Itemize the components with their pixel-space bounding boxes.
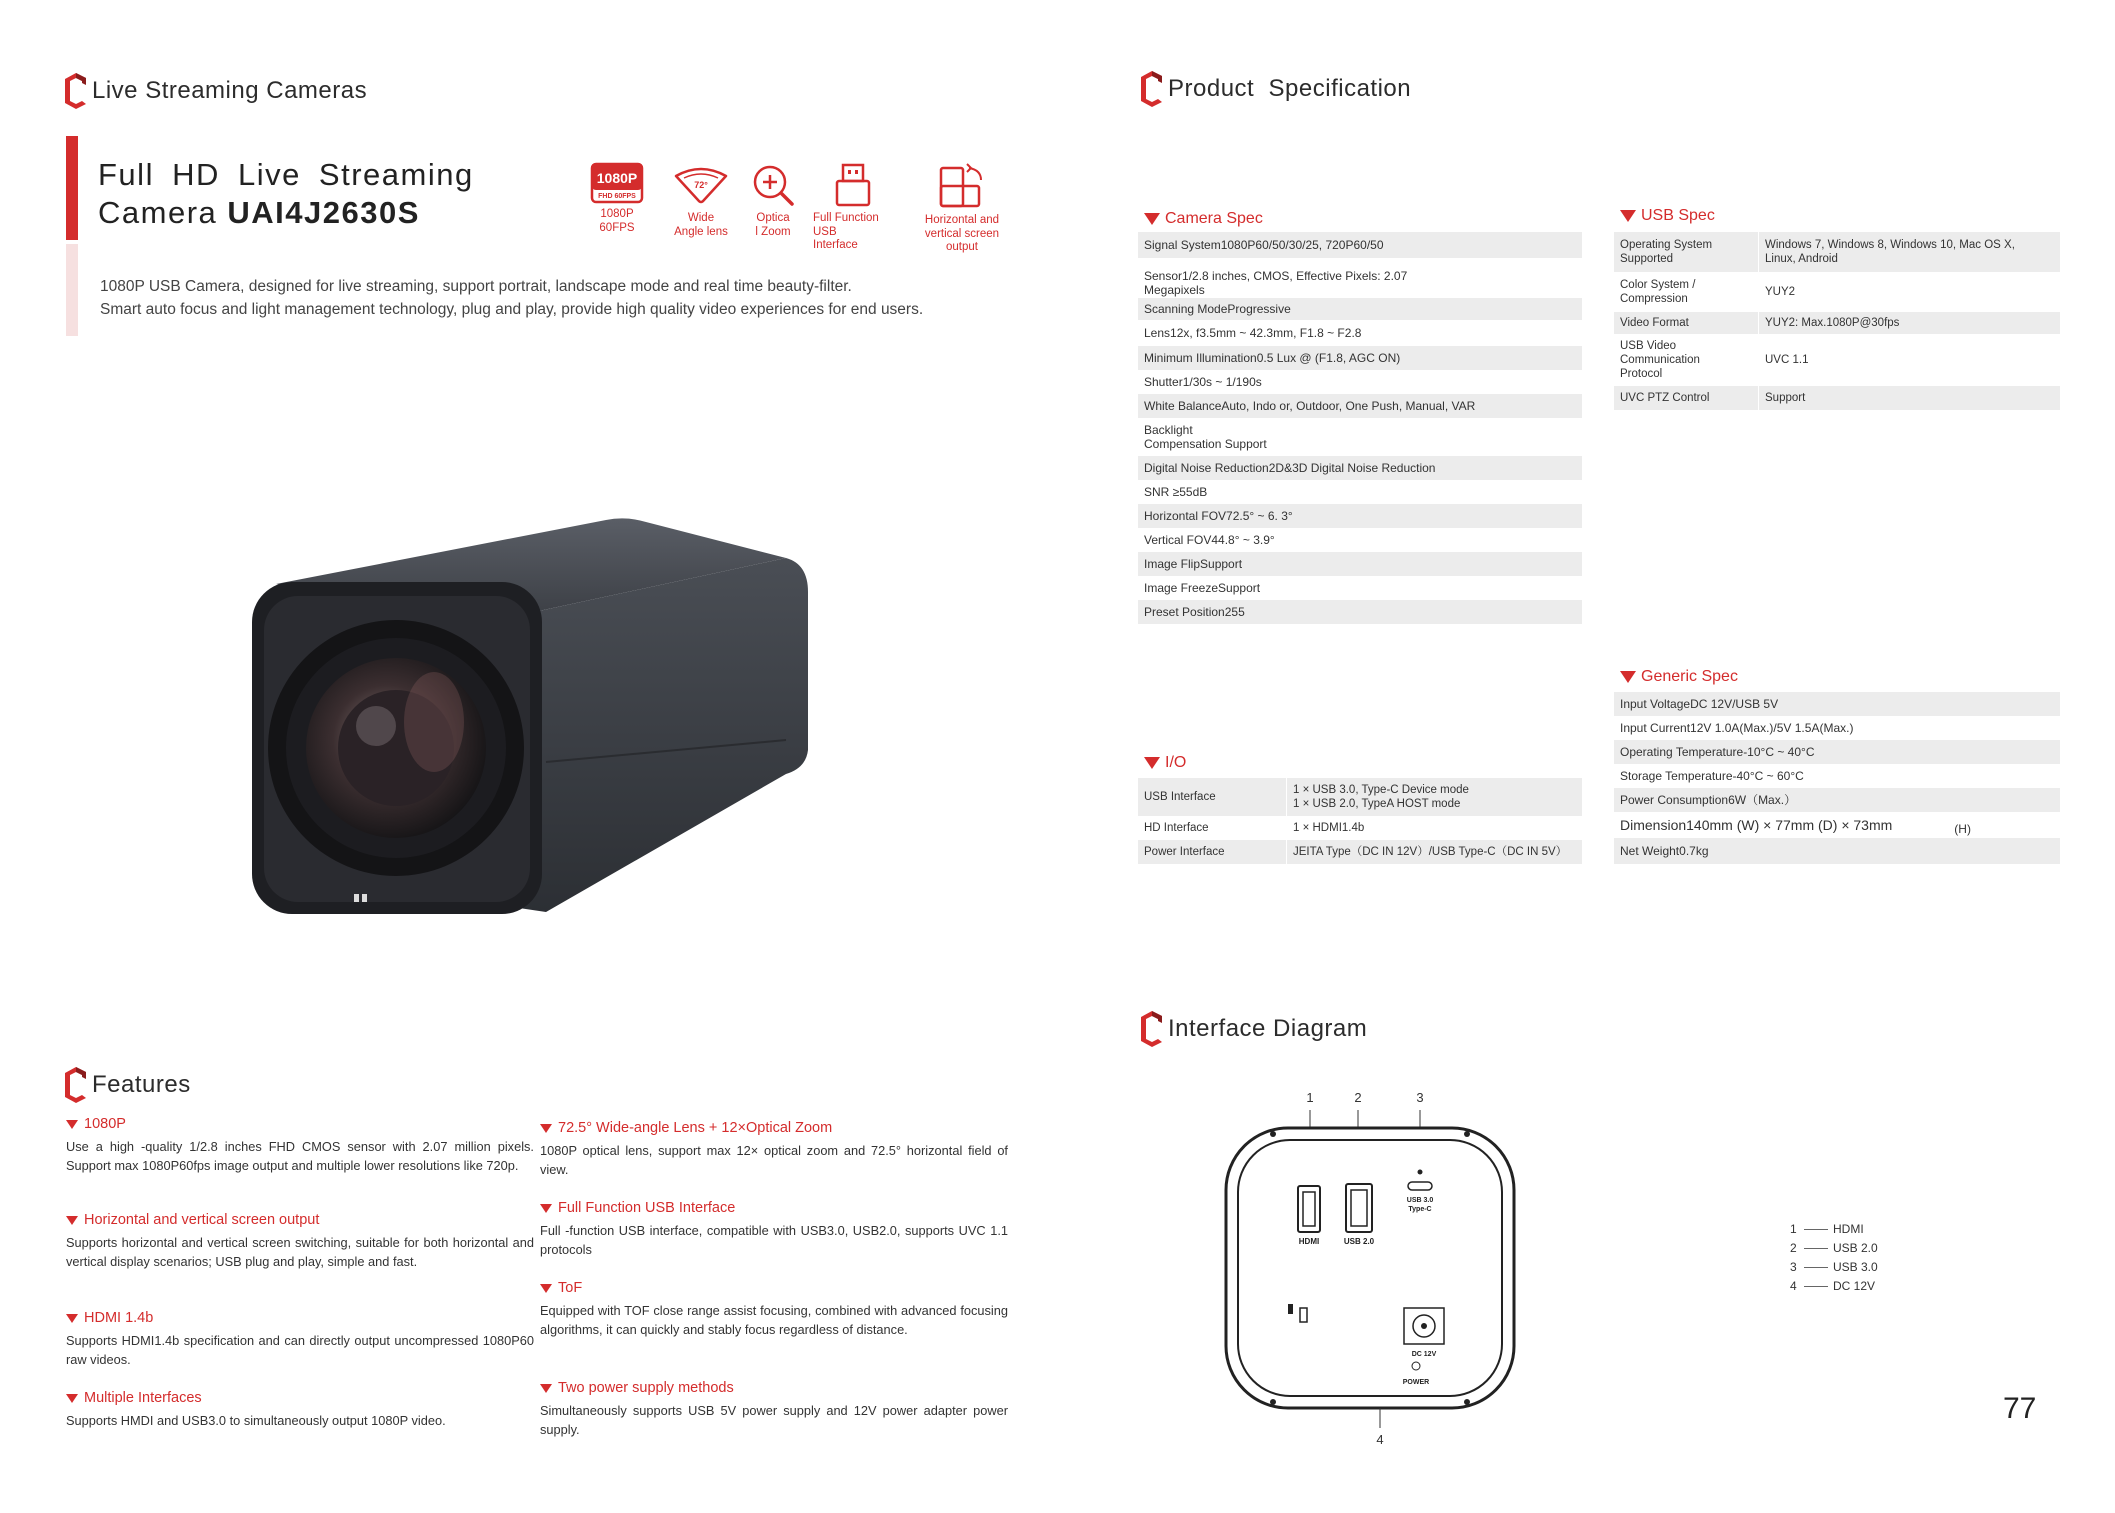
icon-usb <box>808 162 898 253</box>
feature-item <box>540 1200 1008 1259</box>
legend-label: HDMI <box>1833 1222 1864 1236</box>
product-description <box>100 276 1000 321</box>
spec-value: Windows 7, Windows 8, Windows 10, Mac OS X, <box>1765 239 2015 251</box>
section-heading-features <box>62 1062 191 1108</box>
spec-row <box>1138 576 1582 600</box>
camera-spec-title: Camera Spec <box>1165 210 1263 227</box>
angle-badge-text: 72° <box>694 180 708 190</box>
legend-item <box>1790 1258 1878 1277</box>
spec-row <box>1138 456 1582 480</box>
feature-body: 1080P optical lens, support max 12× optical zoom and 72.5° horizontal field of view. <box>540 1143 1008 1177</box>
feature-title: 1080P <box>84 1116 126 1132</box>
feature-body: Supports HDMI1.4b specification and can directly output uncompressed 1080P60 raw videos. <box>66 1333 534 1367</box>
red-triangle-icon <box>540 1204 552 1213</box>
spec-value: YUY2: Max.1080P@30fps <box>1758 312 1899 334</box>
spec-key: Supported <box>1620 253 1674 265</box>
icon-caption-line: 60FPS <box>599 221 635 234</box>
feature-item <box>540 1380 1008 1439</box>
spec-row <box>1138 600 1582 624</box>
spec-key: Operating Temperature <box>1620 745 1744 759</box>
spec-row <box>1614 812 2060 838</box>
spec-value: 72.5° ~ 6. 3° <box>1226 509 1293 523</box>
spec-value: UVC 1.1 <box>1758 353 1808 367</box>
feature-title: 72.5° Wide-angle Lens + 12×Optical Zoom <box>558 1120 833 1136</box>
1080p-badge-sub: FHD 60FPS <box>598 193 636 200</box>
spec-value: 1/30s ~ 1/190s <box>1182 375 1262 389</box>
icon-caption <box>755 212 790 239</box>
1080p-fhd-icon <box>590 162 644 204</box>
spec-row <box>1138 418 1582 456</box>
section-title: Live Streaming Cameras <box>92 77 368 104</box>
spec-key: Input Current <box>1620 721 1691 735</box>
feature-item <box>540 1120 1008 1179</box>
section-heading-product-spec <box>1138 66 1411 112</box>
generic-spec-table <box>1614 692 2060 864</box>
spec-row <box>1614 716 2060 740</box>
product-title-line1: Full HD Live Streaming <box>98 157 474 192</box>
legend-item <box>1790 1220 1878 1239</box>
spec-row <box>1614 312 2060 334</box>
section-heading-live-streaming <box>62 68 367 114</box>
red-triangle-icon <box>540 1284 552 1293</box>
generic-spec-title: Generic Spec <box>1641 668 1738 685</box>
spec-row <box>1138 370 1582 394</box>
spec-value: 6W（Max.） <box>1728 793 1797 807</box>
brand-bracket-icon <box>62 71 90 111</box>
callout-3: 3 <box>1416 1090 1424 1105</box>
spec-row <box>1614 788 2060 812</box>
spec-key: Compensation Support <box>1144 437 1267 451</box>
spec-title: Product Specification <box>1168 75 1412 102</box>
spec-value: 1 × USB 3.0, Type-C Device mode <box>1293 784 1469 796</box>
spec-key: Protocol <box>1620 368 1663 380</box>
callout-1: 1 <box>1306 1090 1314 1105</box>
legend-number: 2 <box>1790 1241 1797 1255</box>
legend-number: 3 <box>1790 1260 1797 1274</box>
spec-row <box>1614 232 2060 272</box>
spec-row <box>1138 258 1582 298</box>
interface-diagram <box>1220 1086 1520 1448</box>
description-accent-bar <box>66 244 78 336</box>
section-heading-interface <box>1138 1006 1367 1052</box>
spec-value: 0.7kg <box>1679 844 1709 858</box>
spec-row <box>1138 528 1582 552</box>
spec-value: 12x, f3.5mm ~ 42.3mm, F1.8 ~ F2.8 <box>1170 326 1362 340</box>
description-line: 1080P USB Camera, designed for live streaming, support portrait, landscape mode and real time beauty-filter. <box>100 278 852 295</box>
spec-value: -10°C ~ 40°C <box>1743 745 1815 759</box>
icon-caption-line: Wide <box>687 212 715 224</box>
feature-body: Supports HMDI and USB3.0 to simultaneously output 1080P video. <box>66 1413 446 1428</box>
spec-value: DC 12V/USB 5V <box>1690 697 1779 711</box>
feature-body: Equipped with TOF close range assist focusing, combined with advanced focusing algorithms, it can quickly and stably focus regardless of distance. <box>540 1303 1008 1337</box>
spec-value: 2D&3D Digital Noise Reduction <box>1268 461 1436 475</box>
spec-key: Color System / <box>1620 279 1696 291</box>
usb-spec-table <box>1614 232 2060 410</box>
spec-row <box>1138 816 1582 840</box>
red-triangle-icon <box>66 1314 78 1323</box>
power-label: POWER <box>1402 1379 1430 1386</box>
spec-key: Shutter <box>1144 375 1183 389</box>
spec-key: Horizontal FOV <box>1144 509 1227 523</box>
spec-key: Digital Noise Reduction <box>1144 461 1269 475</box>
spec-value: (H) <box>1954 822 1971 836</box>
spec-key: Signal System <box>1144 238 1221 252</box>
spec-key: Lens <box>1144 326 1171 340</box>
usb-icon <box>831 162 875 208</box>
spec-value: 1/2.8 inches, CMOS, Effective Pixels: 2.07 <box>1182 269 1408 283</box>
spec-value: Support <box>1218 581 1261 595</box>
feature-body: Full -function USB interface, compatible with USB3.0, USB2.0, supports UVC 1.1 protocols <box>540 1223 1008 1257</box>
spec-value: 1080P60/50/30/25, 720P60/50 <box>1220 238 1384 252</box>
icon-caption-line: Full Function <box>813 212 879 224</box>
legend-item <box>1790 1239 1878 1258</box>
typec-port-label: Type-C <box>1408 1206 1432 1213</box>
icon-caption <box>674 212 728 239</box>
feature-item <box>66 1390 534 1430</box>
feature-item <box>540 1280 1008 1339</box>
spec-key: White Balance <box>1144 399 1222 413</box>
spec-row <box>1614 272 2060 312</box>
spec-key: USB Video <box>1620 340 1677 352</box>
spec-value: Auto, Indo or, Outdoor, One Push, Manual, VAR <box>1221 399 1476 413</box>
generic-spec-heading <box>1620 668 1738 686</box>
red-triangle-icon <box>66 1216 78 1225</box>
rotate-screen-icon <box>937 162 987 210</box>
spec-row <box>1614 334 2060 386</box>
page-number: 77 <box>2003 1392 2037 1425</box>
icon-caption-line: l Zoom <box>755 225 791 238</box>
icon-caption-line: Angle lens <box>674 225 728 238</box>
red-triangle-icon <box>66 1394 78 1403</box>
description-line: Smart auto focus and light management technology, plug and play, provide high quality video experiences for end users. <box>100 300 924 318</box>
brand-bracket-icon <box>1138 69 1166 109</box>
spec-row <box>1614 692 2060 716</box>
spec-key: SNR ≥55dB <box>1144 485 1208 499</box>
io-spec-heading <box>1144 754 1186 772</box>
usb-spec-title: USB Spec <box>1641 207 1715 224</box>
usb3-port-label: USB 3.0 <box>1406 1197 1434 1204</box>
spec-key: Image Flip <box>1144 557 1201 571</box>
spec-row <box>1138 840 1582 864</box>
red-triangle-icon <box>66 1120 78 1129</box>
spec-key: Communication <box>1620 354 1700 366</box>
spec-row <box>1614 386 2060 410</box>
product-title <box>98 156 474 232</box>
spec-key: Preset Position <box>1144 605 1225 619</box>
spec-value: 255 <box>1224 605 1245 619</box>
spec-key: Minimum Illumination <box>1144 351 1257 365</box>
camera-product-image <box>246 512 812 924</box>
callout-4: 4 <box>1376 1432 1384 1447</box>
spec-key: Power Interface <box>1144 846 1225 858</box>
spec-key: USB Interface <box>1144 791 1216 803</box>
brand-bracket-icon <box>1138 1009 1166 1049</box>
features-title: Features <box>92 1071 191 1098</box>
spec-key: Dimension <box>1620 817 1687 833</box>
feature-item <box>66 1212 534 1271</box>
red-triangle-icon <box>1620 210 1636 222</box>
spec-key: Power Consumption <box>1620 793 1729 807</box>
spec-row <box>1138 320 1582 346</box>
wide-angle-icon <box>672 162 730 208</box>
spec-row <box>1138 232 1582 258</box>
spec-key: Operating System <box>1620 239 1713 251</box>
spec-row <box>1614 740 2060 764</box>
dc-port-label: DC 12V <box>1411 1351 1437 1358</box>
icon-caption <box>813 212 893 253</box>
feature-title: Full Function USB Interface <box>558 1200 736 1216</box>
spec-row <box>1138 504 1582 528</box>
spec-key: Megapixels <box>1144 283 1205 297</box>
icon-caption-line: Optica <box>756 212 790 224</box>
spec-value: Progressive <box>1227 302 1291 316</box>
icon-caption <box>599 208 634 235</box>
io-spec-table <box>1138 778 1582 864</box>
feature-title: HDMI 1.4b <box>84 1310 154 1326</box>
camera-spec-heading <box>1144 210 1263 228</box>
feature-body: Simultaneously supports USB 5V power supply and 12V power adapter power supply. <box>540 1403 1008 1437</box>
spec-row <box>1614 764 2060 788</box>
spec-value: 1 × USB 2.0, TypeA HOST mode <box>1293 798 1461 810</box>
spec-row <box>1138 778 1582 816</box>
spec-row <box>1138 552 1582 576</box>
spec-row <box>1138 394 1582 418</box>
spec-value: 1 × HDMI1.4b <box>1286 821 1364 835</box>
usb2-port-label: USB 2.0 <box>1343 1237 1375 1246</box>
spec-value: Linux, Android <box>1765 253 1838 265</box>
icon-screen-rotate <box>912 162 1012 255</box>
product-model: UAI4J2630S <box>227 195 420 230</box>
io-spec-title: I/O <box>1165 754 1187 771</box>
camera-spec-table <box>1138 232 1582 624</box>
spec-value: 140mm (W) × 77mm (D) × 73mm <box>1686 817 1893 833</box>
spec-value: Support <box>1758 386 1805 410</box>
product-title-prefix: Camera <box>98 195 228 230</box>
spec-key: Sensor <box>1144 269 1183 283</box>
spec-key: Scanning Mode <box>1144 302 1228 316</box>
icon-caption-line: 1080P <box>600 208 634 220</box>
title-accent-bar <box>66 136 78 240</box>
icon-caption <box>925 214 999 255</box>
legend-number: 4 <box>1790 1279 1797 1293</box>
feature-title: Two power supply methods <box>558 1380 734 1396</box>
icon-caption-line: USB <box>813 225 837 238</box>
usb-spec-heading <box>1620 207 1715 225</box>
legend-label: USB 2.0 <box>1833 1241 1878 1255</box>
feature-item <box>66 1310 534 1369</box>
red-triangle-icon <box>1144 757 1160 769</box>
red-triangle-icon <box>540 1124 552 1133</box>
spec-value: Support <box>1200 557 1243 571</box>
red-triangle-icon <box>540 1384 552 1393</box>
spec-key: Net Weight <box>1620 844 1680 858</box>
spec-key: Image Freeze <box>1144 581 1219 595</box>
hdmi-port-label: HDMI <box>1298 1237 1320 1246</box>
brand-bracket-icon <box>62 1065 90 1105</box>
feature-body: Use a high -quality 1/2.8 inches FHD CMOS sensor with 2.07 million pixels. Support max 1080P60fps image output and multiple lower resolutions like 720p. <box>66 1139 534 1173</box>
icon-caption-line: output <box>946 241 978 253</box>
legend-item <box>1790 1277 1878 1296</box>
icon-caption-line: Interface <box>813 239 858 251</box>
feature-title: Multiple Interfaces <box>84 1390 202 1406</box>
icon-1080p <box>572 162 662 235</box>
spec-key: Storage Temperature <box>1620 769 1733 783</box>
red-triangle-icon <box>1144 213 1160 225</box>
icon-optical-zoom <box>728 162 818 239</box>
legend-label: DC 12V <box>1833 1279 1876 1293</box>
spec-row <box>1138 346 1582 370</box>
spec-value: -40°C ~ 60°C <box>1732 769 1804 783</box>
icon-caption-line: vertical screen <box>924 227 1000 240</box>
interface-legend <box>1790 1220 1878 1296</box>
callout-2: 2 <box>1354 1090 1362 1105</box>
spec-value: 0.5 Lux @ (F1.8, AGC ON) <box>1256 351 1401 365</box>
feature-title: Horizontal and vertical screen output <box>84 1212 320 1228</box>
interface-title: Interface Diagram <box>1168 1015 1368 1042</box>
feature-body: Supports horizontal and vertical screen switching, suitable for both horizontal and vertical display scenarios; USB plug and play, simple and fast. <box>66 1235 534 1269</box>
spec-key: Input Voltage <box>1620 697 1691 711</box>
spec-key: Vertical FOV <box>1144 533 1212 547</box>
spec-key: Backlight <box>1144 423 1193 437</box>
zoom-icon <box>748 162 798 208</box>
feature-title: ToF <box>558 1280 583 1296</box>
spec-key: UVC PTZ Control <box>1620 392 1710 404</box>
legend-number: 1 <box>1790 1222 1797 1236</box>
spec-key: Compression <box>1620 293 1688 305</box>
icon-caption-line: Horizontal and <box>924 214 1000 226</box>
spec-key: HD Interface <box>1144 822 1209 834</box>
1080p-badge-text: 1080P <box>596 170 638 186</box>
spec-value: 12V 1.0A(Max.)/5V 1.5A(Max.) <box>1690 721 1854 735</box>
spec-key: Video Format <box>1620 317 1689 329</box>
spec-value: 44.8° ~ 3.9° <box>1211 533 1275 547</box>
spec-value: JEITA Type（DC IN 12V）/USB Type-C（DC IN 5V） <box>1286 840 1567 864</box>
spec-row <box>1138 480 1582 504</box>
red-triangle-icon <box>1620 671 1636 683</box>
spec-row <box>1614 838 2060 864</box>
spec-value: YUY2 <box>1758 285 1795 299</box>
legend-label: USB 3.0 <box>1833 1260 1878 1274</box>
spec-row <box>1138 298 1582 320</box>
feature-item <box>66 1116 534 1175</box>
